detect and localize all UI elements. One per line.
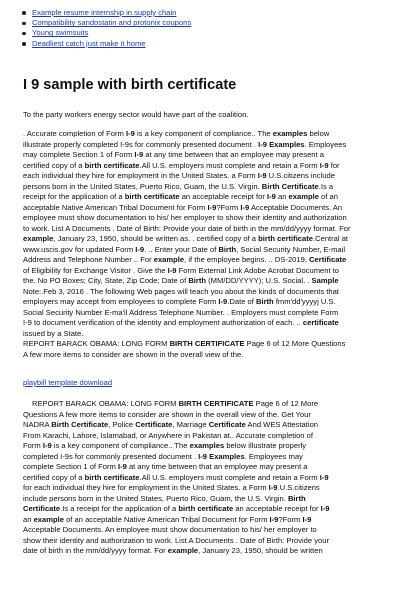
bold-term: Birth — [255, 297, 274, 306]
text-segment: Form External Link Adobe Acrobat Document to — [176, 265, 340, 275]
bold-term: example — [33, 514, 64, 524]
related-link[interactable]: Deadliest catch just make it home — [32, 38, 146, 48]
bold-term: Certificate — [309, 255, 347, 264]
bold-term: examples — [189, 441, 225, 450]
text-segment: certified copy of a — [23, 472, 85, 482]
text-segment: is a key component of compliance.. The — [134, 129, 273, 138]
bold-term: I-9 — [257, 171, 267, 180]
text-segment: an — [275, 192, 289, 201]
text-segment: I-9 to document verification of the identity and employment authorization of each. .. — [23, 318, 303, 327]
bold-term: Certificate — [208, 420, 246, 429]
text-segment: certified copy of a — [23, 160, 85, 170]
bold-term: Birth — [218, 244, 237, 254]
bold-term: birth certificate — [258, 234, 313, 243]
text-segment: , Police — [108, 420, 136, 429]
bold-term: Certificate — [135, 420, 173, 429]
text-segment: REPORT BARACK OBAMA: LONG FORM — [32, 399, 179, 408]
text-segment: . .. Enter your Date of — [144, 244, 219, 254]
text-segment: Questions A few more items to consider are shown in the overall view of the. Get Your — [23, 409, 311, 419]
page-title: I 9 sample with birth certificate — [23, 77, 237, 93]
text-segment: of an acceptable Native American Tribal Document for Form — [63, 514, 270, 524]
text-segment: .U.S.citizens — [277, 483, 320, 492]
text-segment: employers may accept from employees to complete Form — [23, 297, 219, 306]
text-line — [23, 441, 399, 452]
bold-term: I-9 — [319, 160, 329, 170]
text-line — [23, 203, 399, 214]
text-segment: of an — [318, 192, 338, 201]
text-segment: .All U.S. employers must complete and retain a Form — [139, 160, 320, 170]
download-link[interactable]: playbill template download — [23, 378, 113, 387]
bold-term: examples — [272, 129, 308, 138]
text-segment: issued by a State. — [23, 328, 84, 338]
text-line — [23, 462, 399, 473]
text-line — [23, 234, 399, 245]
text-segment: below — [307, 129, 330, 138]
bold-term: I-9 — [320, 504, 330, 513]
bold-term: I-9 — [134, 150, 144, 159]
text-segment: is a key component of compliance.. The — [51, 441, 190, 450]
text-line — [23, 171, 399, 182]
text-segment: below illustrate properly — [224, 441, 307, 450]
text-segment: Social Security Number E-ma'il Address Telephone Number. . Employers must complete Form — [23, 307, 339, 317]
text-line — [23, 318, 399, 329]
bold-term: birth certificate — [178, 504, 234, 513]
text-line — [23, 504, 399, 515]
text-segment: acceptable Native American Tribal Document for Form — [23, 202, 208, 212]
body-paragraph — [23, 129, 399, 360]
bold-term: Birth — [188, 276, 207, 285]
text-line — [23, 329, 399, 340]
bold-term: I-9 Examples — [198, 451, 245, 461]
related-links-list — [18, 8, 191, 49]
text-segment: at any time between that an employee may present a — [143, 150, 324, 159]
text-segment: , if the employee begins. .. DS-2019, — [184, 255, 310, 264]
text-line — [23, 410, 399, 421]
bold-term: I-9 — [218, 297, 228, 306]
bold-term: I-9 — [269, 514, 279, 524]
text-segment: the. No PO Boxes; City, State, Zip Code; Date of — [23, 276, 189, 285]
text-segment: complete Section 1 of Form — [23, 462, 118, 471]
text-segment: Page 6 of 12 More — [253, 399, 319, 408]
bold-term: I-9 — [302, 514, 312, 524]
text-segment: of Eligibility for Exchange Visitor . Give the — [23, 265, 168, 275]
text-segment: fmm'dd'yyyyj U.S. — [273, 297, 336, 306]
related-link[interactable]: Example resume internship in supply chain — [32, 8, 177, 17]
text-segment: for each individual they hire for employment in the United States. a Form — [23, 483, 269, 492]
download-link-line — [23, 378, 399, 389]
bold-term: I-9 — [117, 462, 127, 471]
bold-term: birth certificate — [84, 472, 140, 482]
text-line — [23, 182, 399, 193]
text-segment: include persons born in the United States, Puerto Rico, Guam, the U.S. Virgin. — [23, 493, 288, 503]
body-paragraph-2 — [23, 399, 399, 557]
text-line — [23, 546, 399, 557]
text-segment: From Karachi, Lahore, Islamabad, or Anywhere in Pakistan at.. Accurate completion of — [23, 430, 313, 440]
text-segment: to work. List A Documents . Date of Birth: Provide your date of birth in the mm/dd/yyyy format. For — [23, 223, 351, 233]
bold-term: example — [288, 192, 319, 201]
text-line — [23, 350, 399, 361]
text-segment: at any time between that an employee may present a — [126, 462, 308, 471]
text-segment: for — [328, 160, 340, 170]
text-segment: show their identity and authorization to work. List A Documents . Date of Birth: Provide your — [23, 535, 330, 545]
text-line — [23, 525, 399, 536]
text-segment: each individual they hire for employment in the United States. a Form — [23, 171, 258, 180]
text-segment: illustrate properly completed I-9s for commonly presented document . — [23, 139, 259, 149]
text-segment: A few more items to consider are shown in the overall view of the. — [23, 349, 244, 359]
text-segment: Note:.Feb 3, 2016 . The following Web pages will teach you about the kinds of documents that — [23, 286, 339, 296]
bold-term: I-9 — [167, 265, 177, 275]
text-line — [23, 287, 399, 298]
text-line — [23, 255, 399, 266]
text-line — [23, 161, 399, 172]
text-segment: . Employees may — [244, 451, 303, 461]
text-segment: . Accurate completion of Form — [23, 129, 126, 138]
text-segment: .Is a — [318, 181, 334, 191]
bold-term: I-9 — [266, 192, 276, 201]
text-segment: .All U.S. employers must complete and retain a Form — [139, 472, 320, 482]
text-segment: REPORT BARACK OBAMA: LONG FORM — [23, 339, 170, 348]
text-line — [23, 213, 399, 224]
text-segment: employee must show documentation to his/ her employer to show their identity and authorization — [23, 213, 347, 222]
spacer-line — [23, 389, 399, 400]
text-segment: may complete Section 1 of Form — [23, 150, 135, 159]
text-segment: , Social Security Number, E-mail — [236, 244, 346, 254]
bold-term: Birth — [287, 493, 306, 503]
bold-term: Birth Certificate — [51, 420, 109, 429]
text-segment: Acceptable Documents. An — [249, 202, 343, 212]
bold-term: Sample — [311, 276, 339, 285]
text-segment: completed I-9s for commonly presented document . — [23, 451, 199, 461]
text-line — [23, 129, 399, 140]
bold-term: I-9 — [125, 129, 135, 138]
text-line — [23, 308, 399, 319]
text-segment: an acceptable receipt for — [179, 192, 267, 201]
related-link-item — [32, 18, 191, 28]
text-segment: And WES Attestation — [245, 420, 319, 429]
bold-term: example — [153, 255, 185, 264]
text-line — [23, 140, 399, 151]
text-line — [23, 420, 399, 431]
text-segment: Page 6 of 12 More Questions — [244, 339, 346, 348]
text-segment: NADRA — [23, 420, 52, 429]
bold-term: I-9 — [268, 483, 278, 492]
text-segment: persons born in the United States, Puerto Rico, Guam, the U.S. Virgin. — [23, 181, 262, 191]
related-link-item — [32, 39, 191, 49]
bold-term: I-9 — [319, 472, 329, 482]
text-line — [23, 276, 399, 287]
bold-term: Birth Certificate — [261, 181, 319, 191]
text-segment: date of birth in the mm/dd/yyyy format. For — [23, 546, 168, 555]
text-segment: an acceptable receipt for — [233, 504, 321, 513]
text-line — [23, 483, 399, 494]
text-line — [23, 224, 399, 235]
text-line — [23, 245, 399, 256]
text-segment: receipt for the application of a — [23, 192, 125, 201]
related-link-item — [32, 28, 191, 38]
bold-term: I-9 Examples — [258, 139, 305, 149]
bold-term: birth certificate — [124, 192, 180, 201]
text-line — [23, 473, 399, 484]
bold-term: birth certificate — [84, 160, 140, 170]
bold-term: I-9 — [135, 244, 145, 254]
bold-term: BIRTH CERTIFICATE — [178, 399, 254, 408]
bold-term: I-9 — [240, 202, 250, 212]
bold-term: I-9 — [207, 202, 217, 212]
bold-term: BIRTH CERTIFICATE — [169, 339, 245, 348]
text-segment: U.S.citizens include — [266, 171, 335, 180]
text-segment: , January 23, 1950, should be written as. . certified copy of a — [53, 234, 259, 243]
text-segment: .Central at — [313, 234, 349, 243]
text-segment: Acceptable Documents. An employee must show documentation to his/ her employer to — [23, 525, 317, 534]
text-segment: , Marriage — [172, 420, 209, 429]
text-line — [23, 536, 399, 547]
second-section — [23, 378, 399, 557]
bold-term: example — [23, 234, 54, 243]
text-line — [23, 431, 399, 442]
text-segment: Form — [23, 441, 43, 450]
text-segment: ?Form — [278, 514, 303, 524]
text-line — [23, 339, 399, 350]
text-line — [23, 150, 399, 161]
text-line — [23, 494, 399, 505]
related-link[interactable]: Young swimsuits — [32, 28, 89, 38]
related-link[interactable]: Compatibility sandostatin and protonix coupons — [32, 18, 192, 28]
text-segment: www.uscis.gov for updated Form — [23, 244, 136, 254]
intro-paragraph: To the party workers energy sector would have part of the coalition. — [23, 110, 249, 119]
text-line — [23, 515, 399, 526]
bold-term: certificate — [302, 318, 339, 327]
text-segment: Address and Telephone Number .. For — [23, 255, 154, 264]
bold-term: I-9 — [42, 441, 52, 450]
text-segment: .Date of — [227, 297, 256, 306]
text-line — [23, 297, 399, 308]
bold-term: Certificate — [23, 504, 61, 513]
text-line — [23, 452, 399, 463]
text-line — [23, 399, 399, 410]
text-segment: . Employees — [304, 139, 347, 149]
text-line — [23, 192, 399, 203]
text-segment: an — [23, 514, 34, 524]
text-segment: , January 23, 1950, should be written — [198, 546, 323, 555]
bold-term: example — [167, 546, 199, 555]
text-segment: ?Form — [216, 202, 241, 212]
text-segment: (MM/DD/YYYY); U.S. Social. . — [206, 276, 312, 285]
related-link-item — [32, 8, 191, 18]
text-line — [23, 266, 399, 277]
text-segment: .Is a receipt for the application of a — [60, 504, 179, 513]
